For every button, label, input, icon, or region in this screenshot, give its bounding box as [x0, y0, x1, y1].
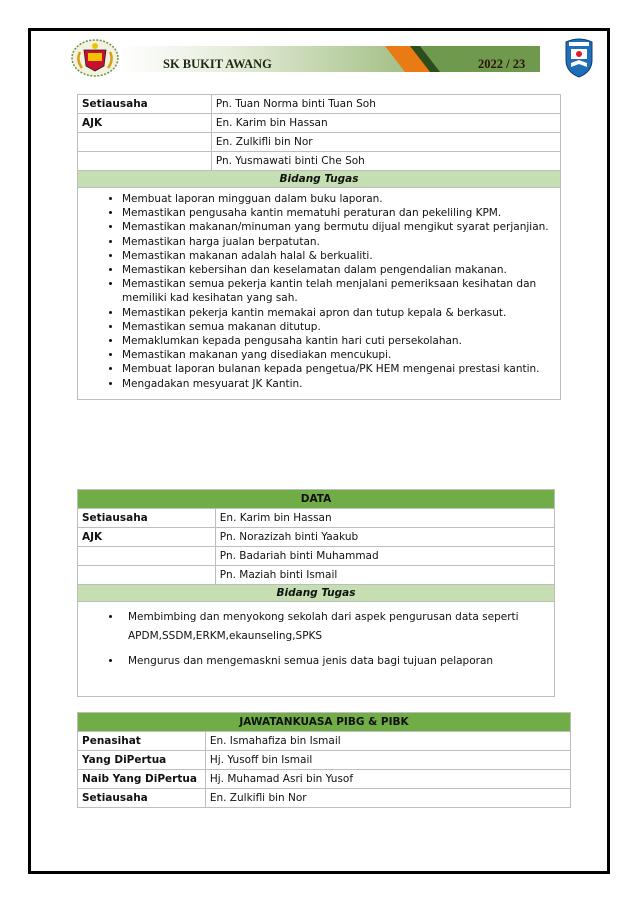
tugas-list: [82, 608, 550, 671]
role-label: Naib Yang DiPertua: [78, 770, 206, 789]
tugas-title: Bidang Tugas: [78, 585, 555, 602]
role-label: AJK: [78, 528, 216, 547]
tugas-list: [82, 192, 556, 391]
section-title: JAWATANKUASA PIBG & PIBK: [78, 713, 571, 732]
data-committee-table: [77, 489, 555, 697]
member-name: Pn. Yusmawati binti Che Soh: [211, 152, 560, 171]
table-row: [78, 133, 561, 152]
member-name: Pn. Tuan Norma binti Tuan Soh: [211, 95, 560, 114]
list-item: • Memaklumkan kepada pengusaha kantin hari cuti persekolahan.: [122, 334, 556, 348]
role-label: [78, 152, 212, 171]
section-header-row: [78, 713, 571, 732]
tugas-list-row: [78, 602, 555, 697]
table-row: [78, 566, 555, 585]
crest-logo-icon: [70, 38, 120, 78]
role-label: Setiausaha: [78, 509, 216, 528]
table-row: [78, 770, 571, 789]
member-name: En. Karim bin Hassan: [215, 509, 554, 528]
school-year: 2022 / 23: [478, 57, 526, 71]
list-item: • Memastikan makanan yang disediakan mencukupi.: [122, 348, 556, 362]
member-name: En. Karim bin Hassan: [211, 114, 560, 133]
role-label: Penasihat: [78, 732, 206, 751]
section-title: DATA: [78, 490, 555, 509]
school-badge-icon: [563, 36, 595, 78]
member-name: Pn. Norazizah binti Yaakub: [215, 528, 554, 547]
list-item: • Memastikan semua pekerja kantin telah menjalani pemeriksaan kesihatan dan memiliki kad kesihatan yang sah.: [122, 277, 556, 305]
tugas-header-row: [78, 171, 561, 188]
list-item: • Mengadakan mesyuarat JK Kantin.: [122, 377, 556, 391]
table-row: [78, 547, 555, 566]
list-item: • Memastikan makanan/minuman yang bermutu dijual mengikut syarat perjanjian.: [122, 220, 556, 234]
table-row: [78, 152, 561, 171]
list-item: • Memastikan harga jualan berpatutan.: [122, 235, 556, 249]
table-row: [78, 528, 555, 547]
role-label: Yang DiPertua: [78, 751, 206, 770]
member-name: Pn. Badariah binti Muhammad: [215, 547, 554, 566]
tugas-header-row: [78, 585, 555, 602]
table-row: [78, 751, 571, 770]
list-item: • Memastikan pengusaha kantin mematuhi peraturan dan pekeliling KPM.: [122, 206, 556, 220]
role-label: [78, 547, 216, 566]
tugas-title: Bidang Tugas: [78, 171, 561, 188]
role-label: AJK: [78, 114, 212, 133]
member-name: En. Ismahafiza bin Ismail: [205, 732, 570, 751]
member-name: En. Zulkifli bin Nor: [211, 133, 560, 152]
table-row: [78, 114, 561, 133]
table-row: [78, 789, 571, 808]
tugas-list-row: [78, 188, 561, 400]
list-item: • Membimbing dan menyokong sekolah dari aspek pengurusan data seperti APDM,SSDM,ERKM,ekaunseling,SPKS: [122, 608, 550, 646]
member-name: En. Zulkifli bin Nor: [205, 789, 570, 808]
role-label: Setiausaha: [78, 95, 212, 114]
member-name: Hj. Yusoff bin Ismail: [205, 751, 570, 770]
kantin-committee-table: [77, 94, 561, 400]
pibg-committee-table: [77, 712, 571, 808]
list-item: • Memastikan kebersihan dan keselamatan dalam pengendalian makanan.: [122, 263, 556, 277]
table-row: [78, 732, 571, 751]
member-name: Pn. Maziah binti Ismail: [215, 566, 554, 585]
member-name: Hj. Muhamad Asri bin Yusof: [205, 770, 570, 789]
role-label: [78, 566, 216, 585]
table-row: [78, 95, 561, 114]
list-item: • Memastikan semua makanan ditutup.: [122, 320, 556, 334]
role-label: [78, 133, 212, 152]
list-item: • Mengurus dan mengemaskni semua jenis data bagi tujuan pelaporan: [122, 652, 550, 671]
section-header-row: [78, 490, 555, 509]
list-item: • Membuat laporan bulanan kepada pengetua/PK HEM mengenai prestasi kantin.: [122, 362, 556, 376]
list-item: • Membuat laporan mingguan dalam buku laporan.: [122, 192, 556, 206]
school-name: SK BUKIT AWANG: [163, 57, 272, 71]
list-item: • Memastikan makanan adalah halal & berkualiti.: [122, 249, 556, 263]
table-row: [78, 509, 555, 528]
role-label: Setiausaha: [78, 789, 206, 808]
list-item: • Memastikan pekerja kantin memakai apron dan tutup kepala & berkasut.: [122, 306, 556, 320]
